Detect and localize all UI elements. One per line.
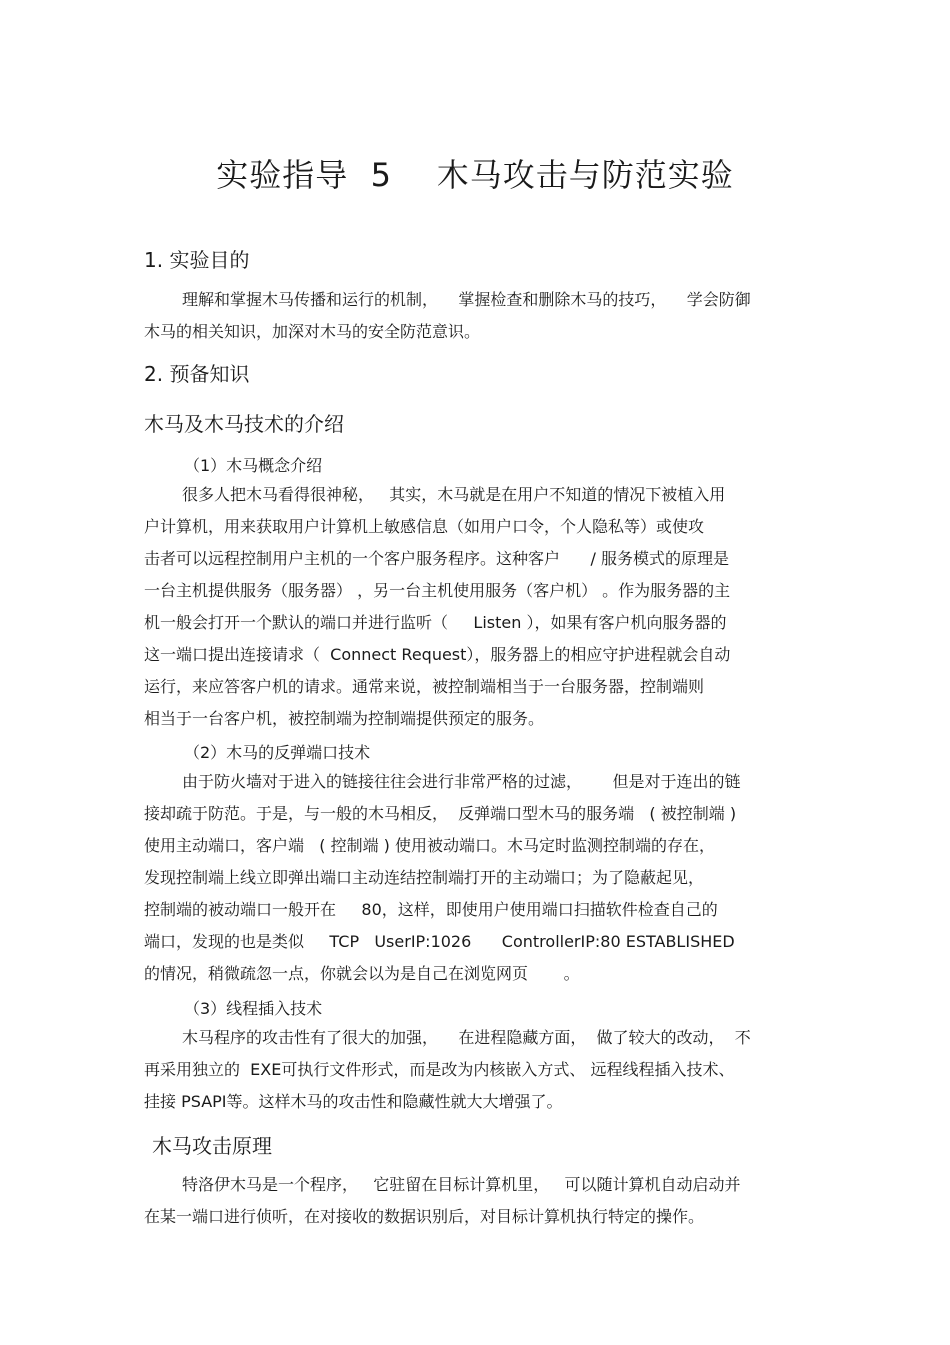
- subsection-heading-intro: 木马及木马技术的介绍: [144, 412, 344, 436]
- paragraph-line: 使用主动端口，客户端 ( 控制端 ) 使用被动端口。木马定时监测控制端的存在，: [144, 836, 716, 855]
- paragraph-line: 端口，发现的也是类似 TCP UserIP:1026 ControllerIP:80 ESTABLISHED: [144, 932, 735, 951]
- paragraph-line: 木马的相关知识，加深对木马的安全防范意识。: [144, 322, 481, 341]
- section-heading-principle: 木马攻击原理: [152, 1134, 272, 1158]
- item-title-concept: （1）木马概念介绍: [184, 456, 323, 475]
- section-heading-purpose: 1. 实验目的: [144, 248, 250, 272]
- section-heading-prerequisite: 2. 预备知识: [144, 362, 250, 386]
- paragraph-line: 理解和掌握木马传播和运行的机制， 掌握检查和删除木马的技巧， 学会防御: [182, 290, 751, 309]
- item-title-thread-insertion: （3）线程插入技术: [184, 999, 323, 1018]
- paragraph-line: 相当于一台客户机，被控制端为控制端提供预定的服务。: [144, 709, 545, 728]
- paragraph-line: 在某一端口进行侦听，在对接收的数据识别后，对目标计算机执行特定的操作。: [144, 1207, 705, 1226]
- paragraph-line: 由于防火墙对于进入的链接往往会进行非常严格的过滤， 但是对于连出的链: [182, 772, 741, 791]
- paragraph-line: 的情况，稍微疏忽一点，你就会以为是自己在浏览网页 。: [144, 964, 580, 983]
- paragraph-line: 接却疏于防范。于是，与一般的木马相反， 反弹端口型木马的服务端 ( 被控制端 ): [144, 804, 737, 823]
- paragraph-line: 这一端口提出连接请求（ Connect Request），服务器上的相应守护进程就会自动: [144, 645, 731, 664]
- paragraph-line: 户计算机，用来获取用户计算机上敏感信息（如用户口令，个人隐私等）或使攻: [144, 517, 705, 536]
- paragraph-line: 控制端的被动端口一般开在 80，这样，即使用户使用端口扫描软件检查自己的: [144, 900, 718, 919]
- page-title: 实验指导 5 木马攻击与防范实验: [216, 156, 734, 194]
- paragraph-line: 木马程序的攻击性有了很大的加强， 在进程隐藏方面， 做了较大的改动， 不: [182, 1028, 751, 1047]
- paragraph-line: 一台主机提供服务（服务器） ，另一台主机使用服务（客户机） 。作为服务器的主: [144, 581, 731, 600]
- paragraph-line: 特洛伊木马是一个程序， 它驻留在目标计算机里， 可以随计算机自动启动并: [182, 1175, 741, 1194]
- paragraph-line: 很多人把木马看得很神秘， 其实，木马就是在用户不知道的情况下被植入用: [182, 485, 726, 504]
- paragraph-line: 挂接 PSAPI等。这样木马的攻击性和隐藏性就大大增强了。: [144, 1092, 563, 1111]
- paragraph-line: 发现控制端上线立即弹出端口主动连结控制端打开的主动端口；为了隐蔽起见，: [144, 868, 705, 887]
- item-title-reverse-port: （2）木马的反弹端口技术: [184, 743, 371, 762]
- paragraph-line: 击者可以远程控制用户主机的一个客户服务程序。这种客户 / 服务模式的原理是: [144, 549, 729, 568]
- paragraph-line: 运行，来应答客户机的请求。通常来说，被控制端相当于一台服务器，控制端则: [144, 677, 705, 696]
- paragraph-line: 再采用独立的 EXE可执行文件形式，而是改为内核嵌入方式、 远程线程插入技术、: [144, 1060, 735, 1079]
- paragraph-line: 机一般会打开一个默认的端口并进行监听（ Listen ），如果有客户机向服务器的: [144, 613, 727, 632]
